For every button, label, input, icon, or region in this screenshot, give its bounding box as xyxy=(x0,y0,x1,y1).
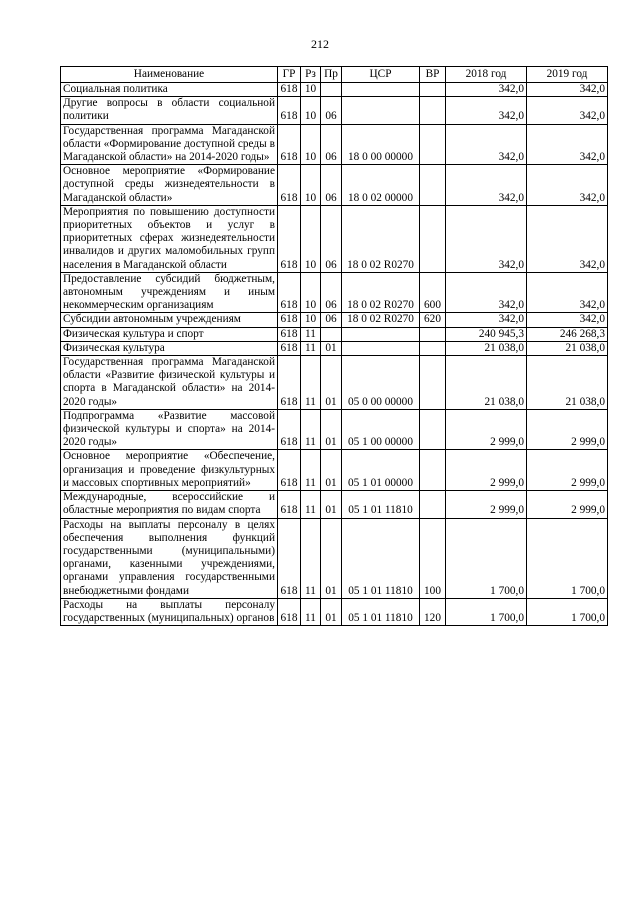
cell-2018: 342,0 xyxy=(446,313,527,327)
cell-gr: 618 xyxy=(278,205,301,272)
header-csr: ЦСР xyxy=(342,67,420,83)
cell-csr: 05 1 01 11810 xyxy=(342,491,420,518)
table-row xyxy=(61,327,608,341)
table-row xyxy=(61,124,608,165)
cell-name: Государственная программа Магаданской области «Формирование доступной среды в Магаданской области» на 2014-2020 годы» xyxy=(61,124,278,165)
cell-gr: 618 xyxy=(278,598,301,625)
cell-2019: 342,0 xyxy=(527,313,608,327)
cell-2019: 1 700,0 xyxy=(527,518,608,598)
header-pr: Пр xyxy=(321,67,342,83)
cell-vr xyxy=(420,124,446,165)
cell-2019: 246 268,3 xyxy=(527,327,608,341)
cell-csr: 05 0 00 00000 xyxy=(342,356,420,410)
cell-2019: 1 700,0 xyxy=(527,598,608,625)
cell-pr: 06 xyxy=(321,272,342,313)
cell-rz: 10 xyxy=(301,205,321,272)
budget-table xyxy=(60,66,608,626)
cell-vr xyxy=(420,83,446,97)
cell-rz: 10 xyxy=(301,83,321,97)
cell-rz: 10 xyxy=(301,165,321,206)
cell-pr: 06 xyxy=(321,205,342,272)
cell-vr xyxy=(420,341,446,355)
cell-2018: 342,0 xyxy=(446,165,527,206)
cell-pr: 01 xyxy=(321,356,342,410)
header-gr: ГР xyxy=(278,67,301,83)
cell-csr: 18 0 02 R0270 xyxy=(342,272,420,313)
cell-csr xyxy=(342,83,420,97)
cell-gr: 618 xyxy=(278,83,301,97)
cell-gr: 618 xyxy=(278,165,301,206)
table-row xyxy=(61,491,608,518)
header-vr: ВР xyxy=(420,67,446,83)
cell-rz: 10 xyxy=(301,272,321,313)
cell-name: Расходы на выплаты персоналу государственных (муниципальных) органов xyxy=(61,598,278,625)
cell-2018: 2 999,0 xyxy=(446,450,527,491)
cell-csr: 05 1 01 11810 xyxy=(342,518,420,598)
table-row xyxy=(61,409,608,450)
cell-2019: 342,0 xyxy=(527,83,608,97)
header-rz: Рз xyxy=(301,67,321,83)
cell-gr: 618 xyxy=(278,450,301,491)
table-row xyxy=(61,97,608,124)
cell-csr xyxy=(342,341,420,355)
cell-2019: 2 999,0 xyxy=(527,409,608,450)
cell-csr: 05 1 00 00000 xyxy=(342,409,420,450)
cell-csr: 18 0 00 00000 xyxy=(342,124,420,165)
cell-vr xyxy=(420,205,446,272)
cell-pr: 06 xyxy=(321,165,342,206)
header-name: Наименование xyxy=(61,67,278,83)
table-row xyxy=(61,356,608,410)
cell-2018: 1 700,0 xyxy=(446,518,527,598)
cell-2019: 2 999,0 xyxy=(527,450,608,491)
table-body xyxy=(61,83,608,626)
cell-pr: 06 xyxy=(321,97,342,124)
cell-2018: 21 038,0 xyxy=(446,341,527,355)
cell-pr: 01 xyxy=(321,491,342,518)
cell-gr: 618 xyxy=(278,313,301,327)
cell-pr: 01 xyxy=(321,518,342,598)
cell-vr xyxy=(420,165,446,206)
cell-pr xyxy=(321,83,342,97)
cell-vr xyxy=(420,450,446,491)
cell-gr: 618 xyxy=(278,97,301,124)
cell-csr: 18 0 02 R0270 xyxy=(342,205,420,272)
cell-name: Основное мероприятие «Формирование доступной среды жизнедеятельности в Магаданской области» xyxy=(61,165,278,206)
cell-vr xyxy=(420,409,446,450)
cell-pr: 01 xyxy=(321,450,342,491)
table-row xyxy=(61,205,608,272)
cell-name: Государственная программа Магаданской области «Развитие физической культуры и спорта в Магаданской области» на 2014-2020 годы» xyxy=(61,356,278,410)
cell-2019: 342,0 xyxy=(527,97,608,124)
table-row xyxy=(61,165,608,206)
cell-csr xyxy=(342,97,420,124)
cell-gr: 618 xyxy=(278,409,301,450)
cell-pr: 01 xyxy=(321,598,342,625)
cell-csr xyxy=(342,327,420,341)
cell-csr: 05 1 01 00000 xyxy=(342,450,420,491)
table-row xyxy=(61,272,608,313)
cell-2018: 240 945,3 xyxy=(446,327,527,341)
cell-vr: 600 xyxy=(420,272,446,313)
cell-pr: 01 xyxy=(321,341,342,355)
cell-rz: 10 xyxy=(301,97,321,124)
cell-2018: 342,0 xyxy=(446,205,527,272)
cell-rz: 10 xyxy=(301,124,321,165)
table-row xyxy=(61,313,608,327)
cell-rz: 11 xyxy=(301,518,321,598)
cell-gr: 618 xyxy=(278,356,301,410)
cell-name: Другие вопросы в области социальной политики xyxy=(61,97,278,124)
cell-name: Субсидии автономным учреждениям xyxy=(61,313,278,327)
cell-rz: 11 xyxy=(301,598,321,625)
cell-vr: 620 xyxy=(420,313,446,327)
cell-name: Международные, всероссийские и областные мероприятия по видам спорта xyxy=(61,491,278,518)
cell-rz: 11 xyxy=(301,356,321,410)
cell-2018: 2 999,0 xyxy=(446,409,527,450)
cell-gr: 618 xyxy=(278,518,301,598)
table-header-row xyxy=(61,67,608,83)
cell-2019: 342,0 xyxy=(527,272,608,313)
cell-2019: 21 038,0 xyxy=(527,356,608,410)
cell-gr: 618 xyxy=(278,327,301,341)
header-2018: 2018 год xyxy=(446,67,527,83)
cell-pr: 06 xyxy=(321,313,342,327)
cell-name: Расходы на выплаты персоналу в целях обеспечения выполнения функций государственными (муниципальными) органами, казенными учреждениями, органами управления государственными внебюджетными фондами xyxy=(61,518,278,598)
cell-name: Социальная политика xyxy=(61,83,278,97)
cell-pr: 01 xyxy=(321,409,342,450)
cell-2019: 21 038,0 xyxy=(527,341,608,355)
cell-name: Мероприятия по повышению доступности приоритетных объектов и услуг в приоритетных сферах жизнедеятельности инвалидов и других маломобильных групп населения в Магаданской области xyxy=(61,205,278,272)
cell-name: Предоставление субсидий бюджетным, автономным учреждениям и иным некоммерческим организациям xyxy=(61,272,278,313)
cell-rz: 11 xyxy=(301,450,321,491)
cell-gr: 618 xyxy=(278,341,301,355)
cell-vr: 100 xyxy=(420,518,446,598)
cell-rz: 11 xyxy=(301,409,321,450)
cell-rz: 10 xyxy=(301,313,321,327)
cell-pr: 06 xyxy=(321,124,342,165)
table-row xyxy=(61,83,608,97)
cell-vr xyxy=(420,97,446,124)
cell-vr xyxy=(420,356,446,410)
cell-rz: 11 xyxy=(301,327,321,341)
cell-rz: 11 xyxy=(301,491,321,518)
cell-vr: 120 xyxy=(420,598,446,625)
cell-2018: 342,0 xyxy=(446,272,527,313)
cell-name: Физическая культура xyxy=(61,341,278,355)
cell-csr: 18 0 02 00000 xyxy=(342,165,420,206)
cell-vr xyxy=(420,327,446,341)
cell-2018: 1 700,0 xyxy=(446,598,527,625)
cell-2019: 342,0 xyxy=(527,124,608,165)
cell-2018: 2 999,0 xyxy=(446,491,527,518)
cell-name: Основное мероприятие «Обеспечение, организация и проведение физкультурных и массовых спортивных мероприятий» xyxy=(61,450,278,491)
table-row xyxy=(61,598,608,625)
cell-pr xyxy=(321,327,342,341)
cell-2018: 342,0 xyxy=(446,124,527,165)
header-2019: 2019 год xyxy=(527,67,608,83)
page-number: 212 xyxy=(311,37,329,51)
cell-2019: 2 999,0 xyxy=(527,491,608,518)
cell-2018: 21 038,0 xyxy=(446,356,527,410)
cell-2019: 342,0 xyxy=(527,165,608,206)
cell-gr: 618 xyxy=(278,491,301,518)
cell-rz: 11 xyxy=(301,341,321,355)
table-row xyxy=(61,518,608,598)
cell-gr: 618 xyxy=(278,272,301,313)
cell-vr xyxy=(420,491,446,518)
cell-2018: 342,0 xyxy=(446,97,527,124)
cell-csr: 05 1 01 11810 xyxy=(342,598,420,625)
cell-2018: 342,0 xyxy=(446,83,527,97)
table-row xyxy=(61,341,608,355)
cell-name: Физическая культура и спорт xyxy=(61,327,278,341)
cell-gr: 618 xyxy=(278,124,301,165)
cell-2019: 342,0 xyxy=(527,205,608,272)
cell-name: Подпрограмма «Развитие массовой физической культуры и спорта» на 2014-2020 годы» xyxy=(61,409,278,450)
cell-csr: 18 0 02 R0270 xyxy=(342,313,420,327)
table-row xyxy=(61,450,608,491)
